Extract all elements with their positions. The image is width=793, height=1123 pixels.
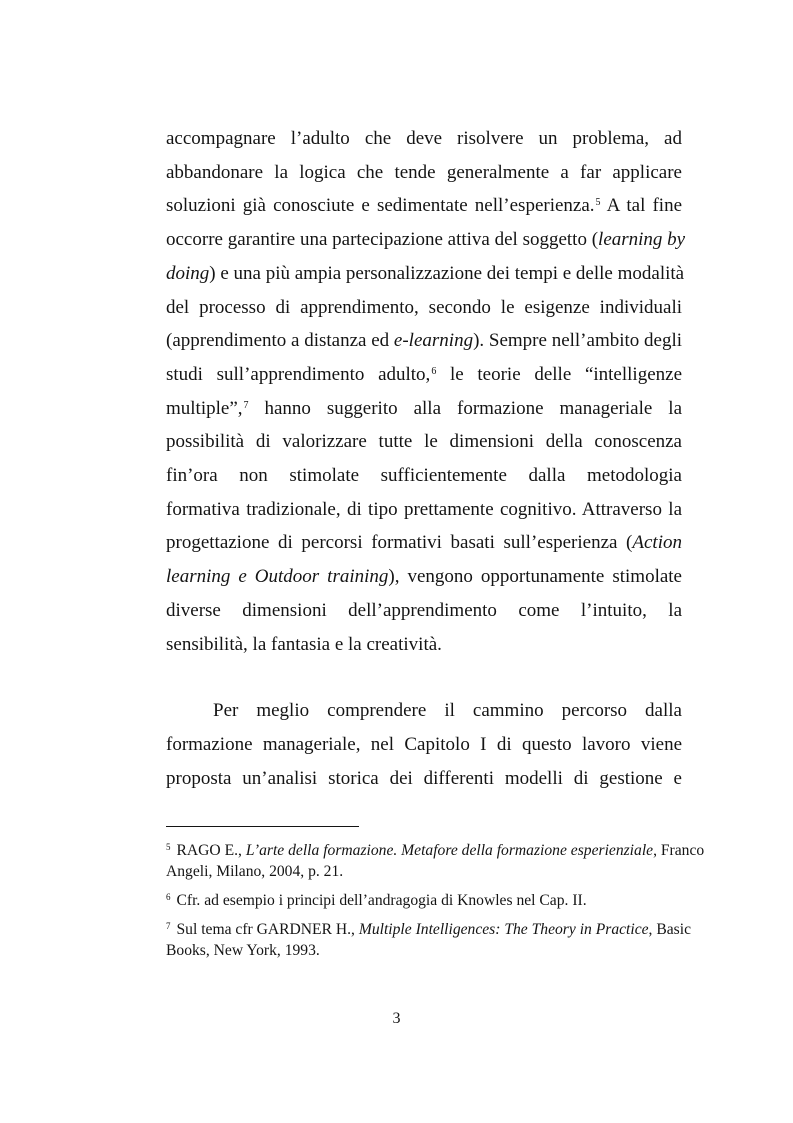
text-line: occorre garantire una partecipazione attiva del soggetto (learning by [166,229,686,251]
text-line: fin’ora non stimolate sufficientemente dalla metodologia [166,465,682,487]
text-line: soluzioni già conosciute e sedimentate nell’esperienza.$^5$ A tal fine [166,195,682,217]
text-line: formativa tradizionale, di tipo prettamente cognitivo. Attraverso la [166,498,682,520]
text-line: learning e Outdoor training), vengono opportunamente stimolate [166,566,682,588]
text-line: progettazione di percorsi formativi basati sull’esperienza (Action [166,532,682,554]
text-line: doing) e una più ampia personalizzazione dei tempi e delle modalità [166,262,685,284]
footnote-number: 6 [166,892,171,902]
body-text [166,122,686,795]
footnote-7: $^7$ Sul tema cfr GARDNER H., Multiple Intelligences: The Theory in Practice, Basic Books, New York, 1993. [166,921,691,959]
footnote-number: 7 [166,921,171,931]
footnote-ref-5: 5 [595,197,601,209]
page-number: 3 [392,1010,401,1027]
text-line: abbandonare la logica che tende generalmente a far applicare [166,161,682,183]
text-line: del processo di apprendimento, secondo le esigenze individuali [166,296,682,318]
footnote-ref-6: 6 [431,365,437,377]
text-line: accompagnare l’adulto che deve risolvere un problema, ad [166,128,682,149]
paragraph-gap [166,661,682,694]
text-line: diverse dimensioni dell’apprendimento come l’intuito, la [166,599,682,621]
footnote-ref-7: 7 [243,399,249,411]
text-line: (apprendimento a distanza ed e-learning). Sempre nell’ambito degli [166,330,683,352]
footnote-5: $^5$ RAGO E., L’arte della formazione. Metafore della formazione esperienziale, Franco Angeli, Milano, 2004, p. 21. [166,842,705,880]
footnote-6: $^6$ Cfr. ad esempio i principi dell’andragogia di Knowles nel Cap. II. [166,892,587,909]
text-line: Per meglio comprendere il cammino percorso dalla [213,700,682,722]
footnote-separator [166,826,359,827]
text-line: formazione manageriale, nel Capitolo I di questo lavoro viene [166,733,682,755]
text-line: studi sull’apprendimento adulto,$^6$ le teorie delle “intelligenze [166,363,682,385]
footnotes [166,840,705,969]
footnote-number: 5 [166,842,171,852]
text-line: sensibilità, la fantasia e la creatività. [166,633,442,655]
text-line: possibilità di valorizzare tutte le dimensioni della conoscenza [166,431,682,453]
text-line: multiple”,$^7$ hanno suggerito alla formazione manageriale la [166,397,682,419]
text-line: proposta un’analisi storica dei differenti modelli di gestione e [166,767,682,789]
